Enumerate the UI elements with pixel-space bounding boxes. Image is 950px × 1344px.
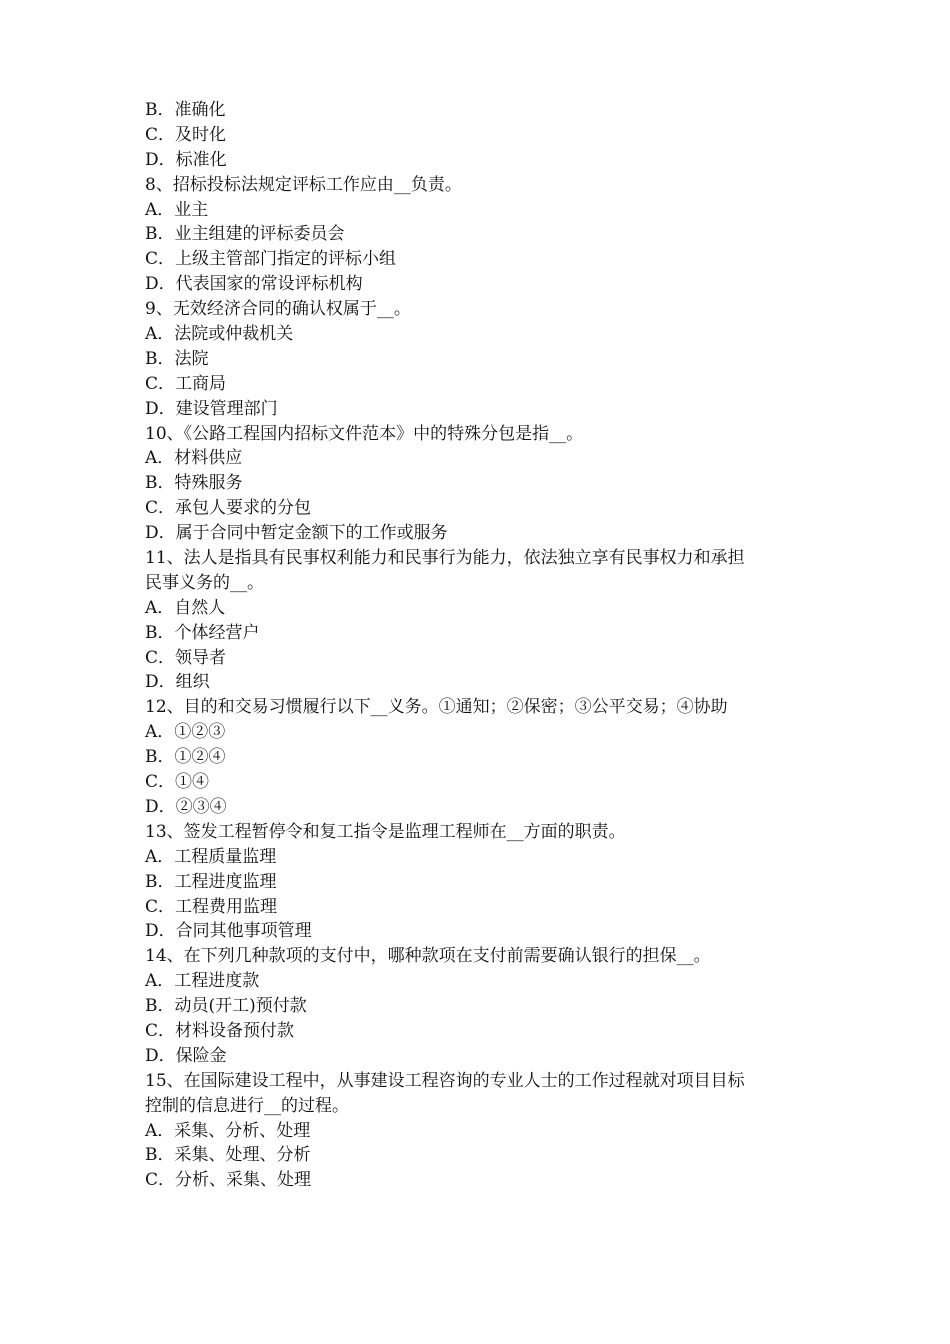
option-line: B．工程进度监理 [145, 871, 277, 892]
option-line: B．动员(开工)预付款 [145, 996, 307, 1017]
option-line: D．属于合同中暂定金额下的工作或服务 [145, 523, 448, 544]
question-line: 12、目的和交易习惯履行以下__义务。①通知；②保密；③公平交易；④协助 [145, 697, 728, 718]
option-line: C．材料设备预付款 [145, 1020, 295, 1041]
question-line: 10、《公路工程国内招标文件范本》中的特殊分包是指__。 [145, 423, 584, 444]
question-line: 15、在国际建设工程中，从事建设工程咨询的专业人士的工作过程就对项目目标 [145, 1070, 745, 1091]
option-line: D．保险金 [145, 1045, 227, 1066]
option-line: A．工程质量监理 [145, 846, 277, 867]
option-line: B．采集、处理、分析 [145, 1145, 311, 1166]
option-line: C．上级主管部门指定的评标小组 [145, 249, 397, 270]
document-page [145, 98, 825, 1193]
option-line: A．自然人 [145, 597, 226, 618]
option-line: A．①②③ [145, 722, 226, 743]
option-line: D．合同其他事项管理 [145, 921, 312, 942]
option-line: A．材料供应 [145, 448, 243, 469]
option-line: D．组织 [145, 672, 210, 693]
option-line: C．承包人要求的分包 [145, 498, 312, 519]
option-line: A．业主 [145, 199, 209, 220]
option-line: C．分析、采集、处理 [145, 1170, 312, 1191]
option-line: C．①④ [145, 772, 210, 793]
question-line: 13、签发工程暂停令和复工指令是监理工程师在__方面的职责。 [145, 821, 626, 842]
option-line: D．标准化 [145, 149, 227, 170]
option-line: B．业主组建的评标委员会 [145, 224, 345, 245]
option-line: B．准确化 [145, 100, 226, 120]
question-line: 8、招标投标法规定评标工作应由__负责。 [145, 174, 462, 195]
option-line: A．法院或仲裁机关 [145, 324, 294, 345]
question-line: 14、在下列几种款项的支付中，哪种款项在支付前需要确认银行的担保__。 [145, 946, 711, 967]
option-line: B．个体经营户 [145, 622, 260, 643]
option-line: C．及时化 [145, 124, 227, 145]
option-line: B．①②④ [145, 747, 226, 768]
question-line-continued: 民事义务的__。 [145, 572, 264, 593]
option-line: C．工程费用监理 [145, 896, 278, 917]
option-line: B．法院 [145, 348, 209, 369]
option-line: C．领导者 [145, 647, 227, 668]
option-line: D．②③④ [145, 796, 227, 817]
option-line: A．工程进度款 [145, 971, 260, 992]
option-line: C．工商局 [145, 373, 227, 394]
option-line: B．特殊服务 [145, 473, 243, 494]
option-line: D．代表国家的常设评标机构 [145, 274, 363, 295]
option-line: A．采集、分析、处理 [145, 1120, 311, 1141]
question-line: 11、法人是指具有民事权利能力和民事行为能力，依法独立享有民事权力和承担 [145, 548, 745, 569]
option-line: D．建设管理部门 [145, 398, 278, 419]
question-line-continued: 控制的信息进行__的过程。 [145, 1095, 349, 1116]
question-line: 9、无效经济合同的确认权属于__。 [145, 299, 411, 320]
